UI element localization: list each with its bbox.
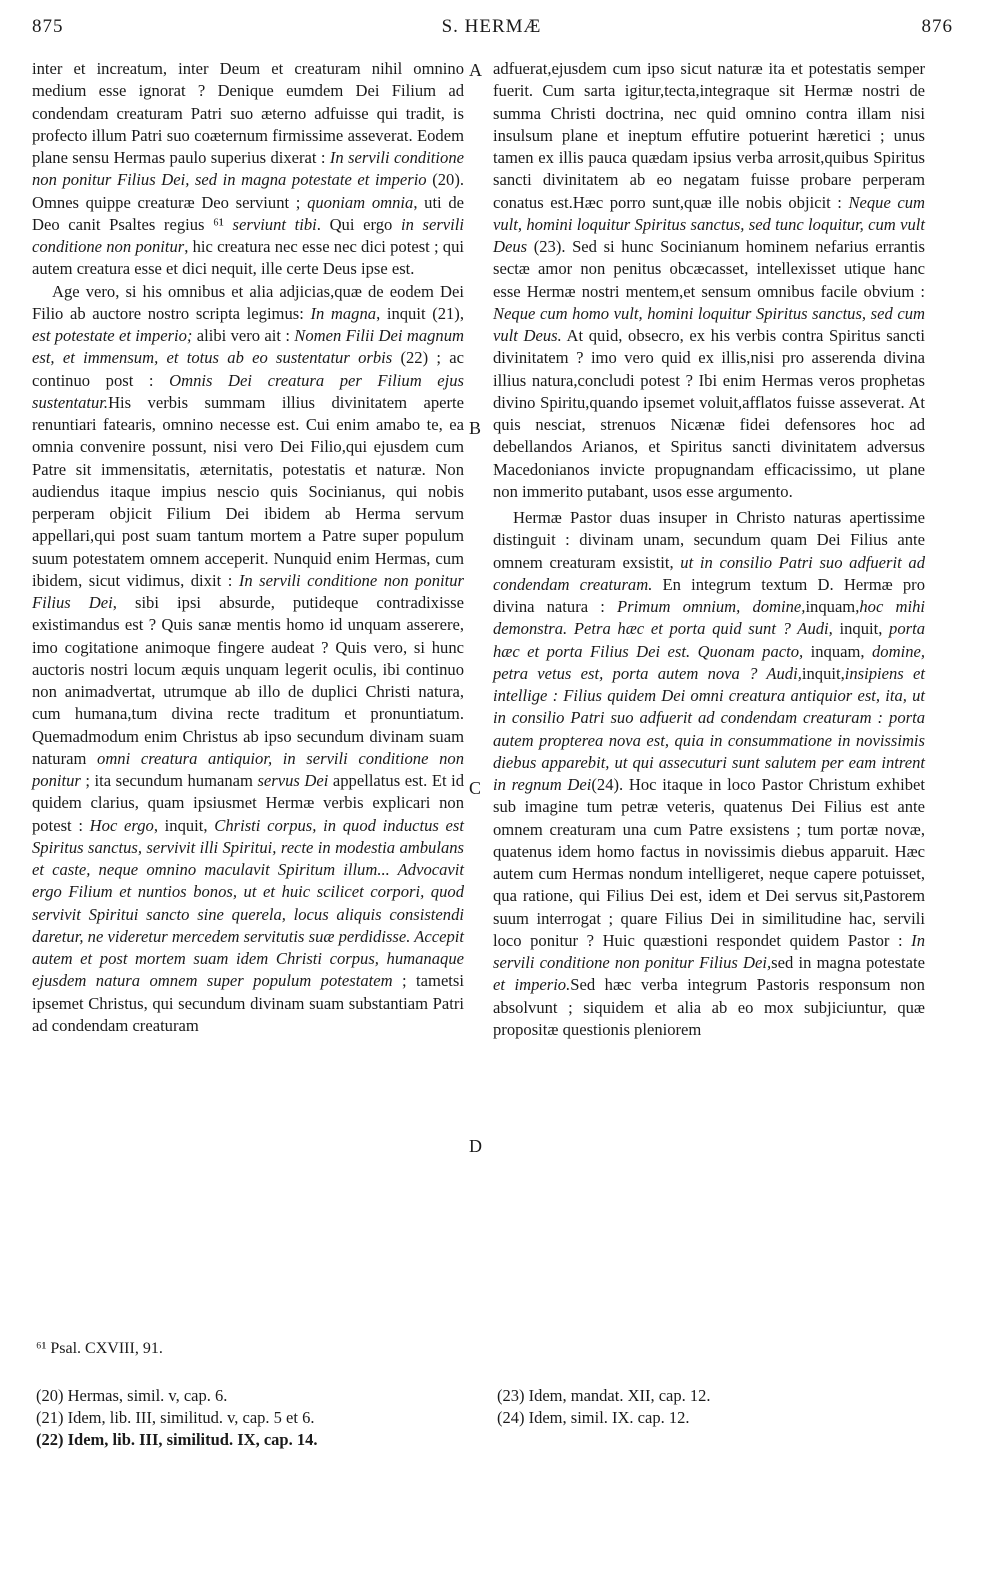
text-run: En integrum textum D. Hermæ pro divina natura : [493, 574, 925, 616]
text-run: Hermæ Pastor duas insuper in Christo naturas apertissime distinguit : divinam unam, secundum quam Dei Filius ante omnem creaturam exsistit, [493, 508, 925, 572]
text-run: sed in magna potestate [771, 953, 925, 972]
text-run: inquam, [805, 597, 860, 616]
text-run: . Qui ergo [316, 214, 401, 234]
italic-quote: est potestate et imperio; [32, 326, 193, 345]
italic-quote: hoc mihi demonstra. Petra hæc et porta quid sunt ? Audi, [493, 597, 925, 639]
text-run: (24). Hoc itaque in loco Pastor Christum exhibet sub imagine tum petræ veteris, quatenus Dei Filius est ante omnem creaturam una cum Patre exsistens ; tum portæ novæ, quatenus idem homo factus in novissimis diebus apparuit. Hæc autem cum Hermas nondum intelligeret, neque capere potuisset, qua ratione, qui Filius Dei est, idem et Dei servus sit,Pastorem suum interrogat ; quare Filius Dei in similitudine hac, servili loco ponitur ? Huic quæstioni respondet quidem Pastor : [493, 775, 925, 950]
italic-quote: Christi corpus, in quod inductus est Spiritus sanctus, servivit illi Spiritui, recte in modestia ambulans et caste, neque omnino maculavit Spiritum illum... Advocavit ergo Filium et nuntios bonos, ut et huic scilicet corpori, quod servivit Spiritui sancto sine querela, locus aliquis consistendi daretur, ne videretur mercedem servitutis suæ perdidisse. Accepit autem et post mortem suam idem Christi corpus, humanaque ejusdem natura omnem super populum potestatem [32, 815, 464, 991]
text-run: , uti de Deo canit Psaltes regius ⁶¹ [32, 192, 465, 234]
text-run: (23). Sed si hunc Socinianum hominem nefarius errantis sectæ amor non penitus obcæcasset, intellexisset utique hanc esse Hermæ nostri mentem,et sensum omnibus facile obvium : [493, 237, 925, 301]
margin-marker-a: A [469, 60, 482, 80]
italic-quote: serviunt tibi [232, 214, 317, 234]
left-column [32, 58, 464, 1037]
margin-marker-d: D [469, 1136, 482, 1156]
italic-quote: omni creatura antiquior, in servili conditione non ponitur [32, 748, 464, 790]
left-paragraph-2 [32, 281, 464, 1038]
text-run: , inquit, [153, 815, 215, 835]
margin-marker-b: B [469, 418, 482, 438]
text-run: Sed hæc verba integrum Pastoris responsum non absolvunt ; siquidem et alia ab eo mox subjiciuntur, quæ propositæ questionis pleniorem [493, 975, 925, 1039]
italic-quote: quoniam omnia [307, 192, 414, 212]
italic-quote: et imperio. [493, 975, 571, 995]
italic-quote: Primum omnium, domine, [617, 597, 806, 616]
italic-quote: Nomen Filii Dei magnum est, et immensum, et totus ab eo sustentatur orbis [32, 326, 464, 368]
italic-quote: domine, petra vetus est, porta autem nova ? Audi, [493, 641, 925, 683]
text-run: appellatus est. Et id quidem clarius, quam ipsiusmet Hermæ verbis explicari non potest : [32, 771, 465, 835]
margin-marker-c: C [469, 778, 482, 798]
text-run: ; tametsi ipsemet Christus, qui secundum divinam suam substantiam Patri ad condendam creaturam [32, 971, 464, 1035]
right-paragraph-1 [493, 58, 925, 503]
italic-quote: In servili conditione non ponitur Filius Dei [32, 570, 464, 612]
page-number-left: 875 [32, 16, 64, 37]
italic-quote: insipiens et intellige : Filius quidem Dei omni creatura antiquior est, ita, ut in consilio Patri suo adfuerit ad condendam creaturam : porta autem propterea nova est, quia in consummatione in novissimis diebus apparebit, ut qui assecuturi sunt salutem per eam intrent in regnum Dei [493, 663, 925, 794]
note-22: (22) Idem, lib. III, similitud. IX, cap. 14. [36, 1430, 318, 1449]
notes-left [36, 1385, 317, 1451]
italic-quote: In servili conditione non ponitur Filius Dei, [493, 930, 925, 972]
left-paragraph-1 [32, 58, 464, 281]
footnote-61: ⁶¹ Psal. CXVIII, 91. [36, 1340, 163, 1357]
text-run: inquit, [801, 663, 845, 683]
page-number-right: 876 [921, 16, 953, 37]
notes-right [497, 1385, 711, 1429]
italic-quote: porta hæc et porta Filius Dei est. Quonam pacto, [493, 619, 926, 661]
text-run: Age vero, si his omnibus et alia adjicias,quæ de eodem Dei Filio ab auctore nostro scripta legimus: [32, 281, 464, 323]
text-run: inquam, [803, 641, 872, 661]
italic-quote: In servili conditione non ponitur Filius Dei, sed in magna potestate et imperio [32, 148, 464, 190]
note-24: (24) Idem, simil. IX. cap. 12. [497, 1408, 690, 1427]
note-21: (21) Idem, lib. III, similitud. v, cap. 5 et 6. [36, 1408, 315, 1427]
italic-quote: Neque cum vult, homini loquitur Spiritus sanctus, sed tunc loquitur, cum vult Deus [493, 192, 926, 256]
text-run: , inquit (21), [376, 303, 464, 323]
italic-quote: Omnis Dei creatura per Filium ejus sustentatur. [32, 370, 464, 412]
italic-quote: In magna [310, 303, 377, 323]
italic-quote: ut in consilio Patri suo adfuerit ad condendam creaturam. [493, 552, 925, 594]
right-column [493, 58, 925, 1041]
text-run: (20). Omnes quippe creaturæ Deo serviunt ; [32, 170, 464, 212]
text-run: (22) ; ac continuo post : [32, 348, 464, 390]
note-23: (23) Idem, mandat. XII, cap. 12. [497, 1386, 711, 1405]
text-run: adfuerat,ejusdem cum ipso sicut naturæ ita et potestatis semper fuerit. Cum sarta igitur,tecta,integraque sit Hermæ nostri de summa Christi doctrina, nec quid omnino contra illam nisi insulsum plane et ineptum effutire potuerint hæretici ; unus tamen ex illis pauca quædam ipsius verba arrosit,quibus Spiritus sancti divinitatem ab eo negatam fuisse probare perperam conatus est.Hæc porro sunt,quæ ille nobis objicit : [493, 59, 925, 212]
note-20: (20) Hermas, simil. v, cap. 6. [36, 1386, 228, 1405]
text-run: ; ita secundum humanam [80, 771, 258, 790]
italic-quote: servus Dei [257, 771, 329, 790]
text-run: , sibi ipsi absurde, putideque contradixisse existimandus est ? Quis sanæ mentis homo id unquam asserere, imo cogitatione animoque fingere audeat ? Quis vero, si hunc auctoris nostri locum æquis unquam legerit oculis, ibi continuo non animadvertat, utrumque ab illo de duplici Christi natura, cum humana,tum divina recte traditum et pronuntiatum. Quemadmodum enim Christus ab ipso secundum divinam suam naturam [32, 593, 464, 768]
text-run: , hic creatura nec esse nec dici potest ; qui autem creatura esse et dici nequit, ille certe Deus ipse est. [32, 237, 464, 279]
right-paragraph-2 [493, 507, 925, 1041]
text-run: alibi vero ait : [192, 326, 295, 345]
text-run: His verbis summam illius divinitatem aperte renuntiari fatearis, omnino necesse est. Cui enim amabo te, ea omnia convenire possunt, nisi vero Dei Filio,qui ejusdem cum Patre sit immensitatis, æternitatis, potestatis et naturæ. Non audiendus itaque impius nescio quis Socinianus, qui nobis perperam objicit Filium Dei ibidem ab Herma servum appellari,qui post suam tantum mortem a Patre super populum suum potestatem omnem acceperit. Nunquid enim Hermas, cum ibidem, sicut vidimus, dixit : [32, 392, 464, 590]
italic-quote: Neque cum homo vult, homini loquitur Spiritus sanctus, sed cum vult Deus. [493, 303, 925, 345]
text-run: At quid, obsecro, ex his verbis contra Spiritus sancti divinitatem ? imo vero quid ex illis,nisi pro asserenda divina illius natura,concludi potest ? Ibi enim Hermas veros prophetas divino Spiritu,quando ipsemet voluit,afflatos fuisse asseverat. At quis nesciat, strenuos Nicænæ fidei defensores hoc ad debellandos Arianos, et Spiritus sancti divinitatem adversus Macedonianos invicte propugnandam efficacissimo, ut plane non immerito putabant, usos esse argumento. [493, 326, 925, 501]
text-run: inter et increatum, inter Deum et creaturam nihil omnino medium esse ignorat ? Denique eumdem Dei Filium ad condendam creaturam Patri suo æterno adfuisse qui tradit, is profecto illum Patri suo coæternum firmissime asseverat. Eodem plane sensu Hermas paulo superius dixerat : [32, 59, 464, 167]
italic-quote: in servili conditione non ponitur [32, 214, 464, 256]
running-title: S. HERMÆ [441, 16, 542, 37]
text-run: inquit, [832, 619, 890, 639]
italic-quote: Hoc ergo [89, 815, 154, 835]
